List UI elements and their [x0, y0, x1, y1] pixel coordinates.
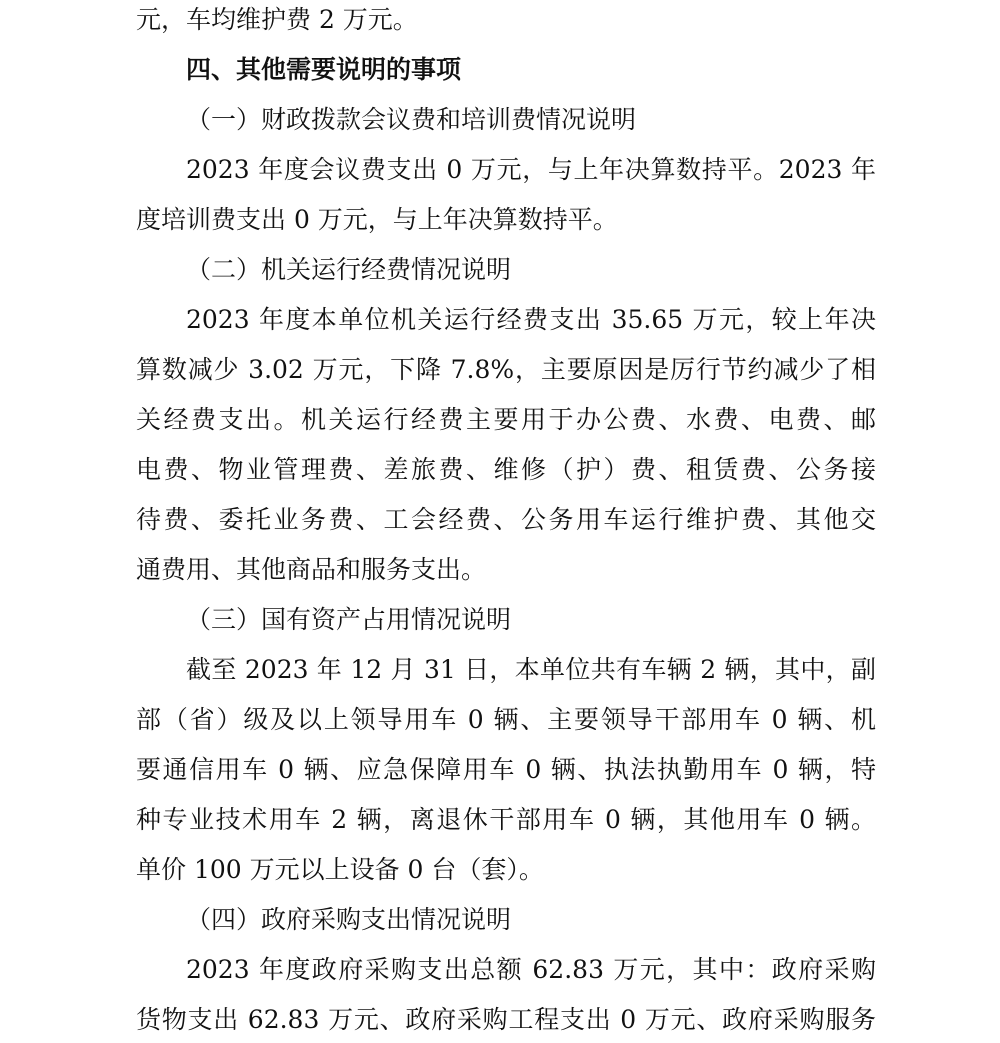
subsection-heading-2: （二）机关运行经费情况说明 [186, 255, 512, 284]
text-line: 2023 年度本单位机关运行经费支出 35.65 万元，较上年决 [186, 305, 876, 334]
text-line: 要通信用车 0 辆、应急保障用车 0 辆、执法执勤用车 0 辆，特 [136, 755, 876, 784]
text-line: 关经费支出。机关运行经费主要用于办公费、水费、电费、邮 [136, 405, 876, 434]
subsection-heading-3: （三）国有资产占用情况说明 [186, 605, 512, 634]
text-line: 2023 年度会议费支出 0 万元，与上年决算数持平。2023 年 [186, 155, 876, 184]
subsection-heading-1: （一）财政拨款会议费和培训费情况说明 [186, 105, 637, 134]
section-heading-4: 四、其他需要说明的事项 [186, 55, 462, 84]
subsection-heading-4: （四）政府采购支出情况说明 [186, 905, 512, 934]
text-line: 度培训费支出 0 万元，与上年决算数持平。 [136, 205, 618, 234]
text-line: 算数减少 3.02 万元，下降 7.8%，主要原因是厉行节约减少了相 [136, 355, 876, 384]
text-line: 单价 100 万元以上设备 0 台（套）。 [136, 855, 544, 884]
text-line: 种专业技术用车 2 辆，离退休干部用车 0 辆，其他用车 0 辆。 [136, 805, 876, 834]
text-line: 元，车均维护费 2 万元。 [136, 5, 418, 34]
text-line: 部（省）级及以上领导用车 0 辆、主要领导干部用车 0 辆、机 [136, 705, 876, 734]
text-line: 截至 2023 年 12 月 31 日，本单位共有车辆 2 辆，其中，副 [186, 655, 876, 684]
text-line: 待费、委托业务费、工会经费、公务用车运行维护费、其他交 [136, 505, 876, 534]
text-line: 2023 年度政府采购支出总额 62.83 万元，其中：政府采购 [186, 955, 876, 984]
text-line: 通费用、其他商品和服务支出。 [136, 555, 487, 584]
text-line: 货物支出 62.83 万元、政府采购工程支出 0 万元、政府采购服务 [136, 1005, 876, 1034]
text-line: 电费、物业管理费、差旅费、维修（护）费、租赁费、公务接 [136, 455, 876, 484]
